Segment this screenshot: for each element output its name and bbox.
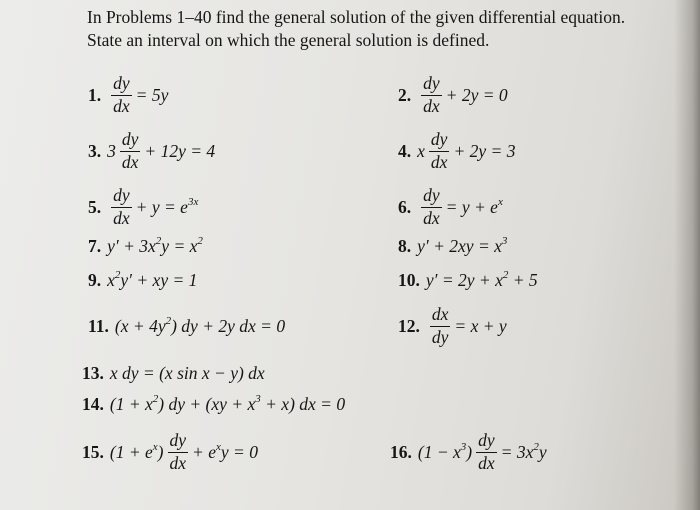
derivative-fraction: $\frac{dx}{dy}$: [431, 304, 449, 347]
problem-12: [398, 306, 507, 346]
equation-left: $(1 + e^x)$: [109, 440, 164, 462]
equation-rest: + $y = e^{3x}$: [135, 195, 199, 217]
equation: $(1 + x^2)$ dy + $(xy + x^3 + x)$ dx = 0: [109, 392, 346, 414]
equation: x dy = (x sin x − y) dx: [109, 362, 265, 383]
equation: $x^2y'$ + xy = 1: [107, 268, 198, 290]
instructions-line-2: State an interval on which the general solution is defined.: [87, 30, 490, 50]
equation-rest: + $e^xy = 0$: [192, 440, 258, 462]
equation: $y' = 2y + x^2 + 5$: [425, 268, 538, 290]
problem-number: 13.: [82, 362, 104, 383]
derivative-fraction: $\frac{dy}{dx}$: [169, 430, 187, 473]
derivative-fraction: $\frac{dy}{dx}$: [430, 129, 448, 172]
problem-number: 3.: [88, 140, 102, 161]
problem-number: 6.: [398, 196, 412, 217]
coefficient: x: [417, 140, 425, 161]
equation-rest: + 2y = 3: [453, 140, 516, 161]
problem-number: 15.: [82, 441, 104, 462]
problem-10: [398, 260, 538, 300]
coefficient: 3: [107, 140, 116, 161]
equation-rest: = 5y: [135, 84, 169, 105]
page-edge-shadow: [674, 0, 700, 510]
equation: $y' + 3x^2y = x^2$: [107, 234, 203, 256]
derivative-fraction: $\frac{dy}{dx}$: [113, 185, 130, 228]
problem-number: 4.: [398, 140, 412, 161]
problem-11: [88, 306, 285, 346]
problem-number: 14.: [82, 393, 104, 414]
problem-number: 11.: [88, 315, 109, 336]
derivative-fraction: $\frac{dy}{dx}$: [113, 73, 130, 116]
problem-number: 8.: [398, 235, 412, 256]
problem-16: [390, 432, 547, 472]
problem-15: [82, 432, 258, 472]
problem-1: [88, 75, 168, 115]
problem-14: [82, 384, 345, 424]
problem-number: 1.: [88, 84, 102, 105]
problem-5: [88, 187, 198, 227]
instructions-line-1: In Problems 1–40 find the general solution of the given differential equation.: [87, 7, 626, 27]
problem-number: 10.: [398, 269, 420, 290]
equation-rest: + 12y = 4: [144, 140, 216, 161]
equation: $(x + 4y^2)$ dy + 2y dx = 0: [114, 314, 286, 336]
problem-3: [88, 131, 215, 171]
problem-number: 2.: [398, 84, 412, 105]
instructions: [87, 6, 697, 52]
equation-rest: = $3x^2y$: [500, 440, 547, 462]
problem-number: 16.: [390, 441, 412, 462]
derivative-fraction: $\frac{dy}{dx}$: [478, 430, 495, 473]
problem-4: [398, 131, 515, 171]
problem-6: [398, 187, 503, 227]
equation-rest: = $y + e^x$: [445, 195, 503, 217]
problem-9: [88, 260, 197, 300]
problem-number: 9.: [88, 269, 102, 290]
problem-2: [398, 75, 508, 115]
equation: $y' + 2xy = x^3$: [417, 234, 508, 256]
equation-rest: + 2y = 0: [445, 84, 508, 105]
equation-rest: = x + y: [454, 315, 507, 336]
problem-number: 5.: [88, 196, 102, 217]
derivative-fraction: $\frac{dy}{dx}$: [423, 185, 440, 228]
derivative-fraction: $\frac{dy}{dx}$: [423, 73, 440, 116]
equation-left: $(1 - x^3)$: [417, 440, 473, 462]
derivative-fraction: $\frac{dy}{dx}$: [121, 129, 139, 172]
problem-number: 7.: [88, 235, 102, 256]
problem-number: 12.: [398, 315, 420, 336]
